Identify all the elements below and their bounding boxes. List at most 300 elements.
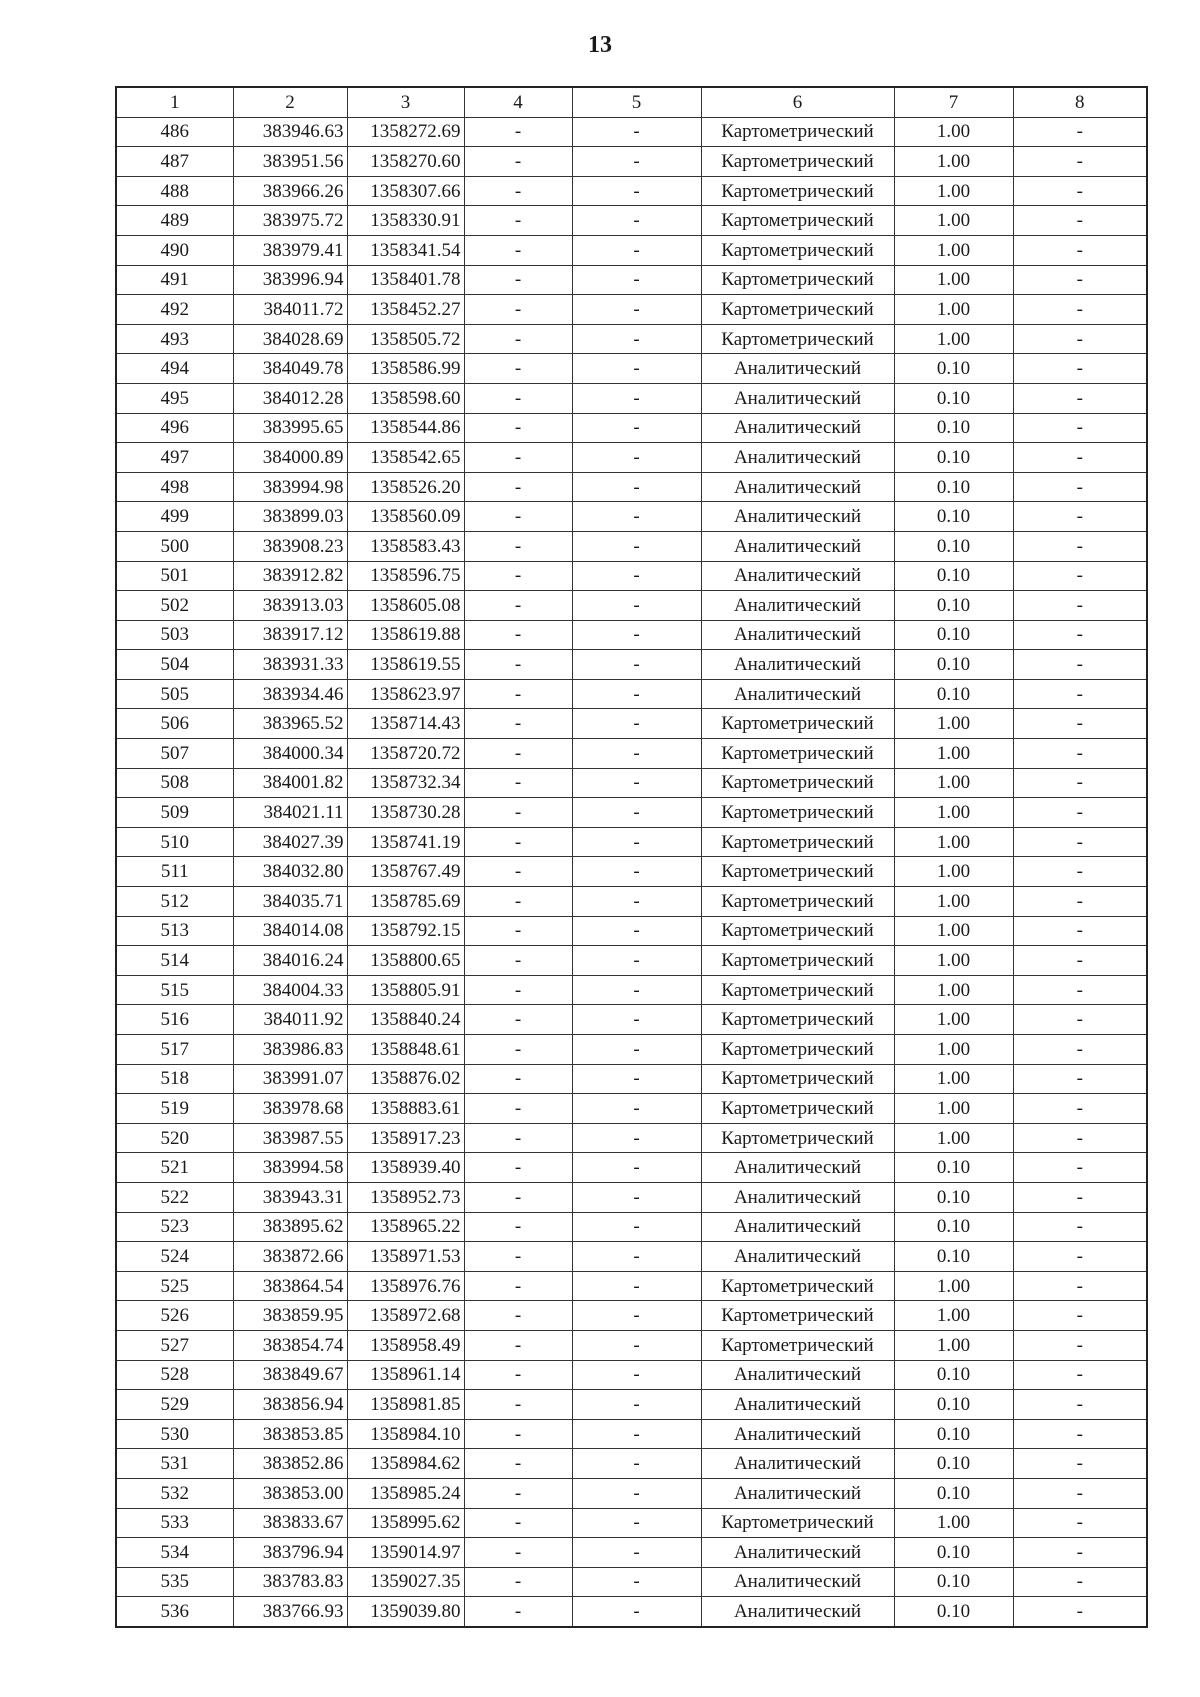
col5-cell: - [572, 1390, 701, 1420]
accuracy-cell: 0.10 [894, 591, 1013, 621]
col4-cell: - [464, 295, 572, 325]
table-row [116, 176, 1147, 206]
point-number-cell: 491 [116, 265, 233, 295]
x-coordinate-cell: 384004.33 [233, 975, 347, 1005]
y-coordinate-cell: 1358596.75 [347, 561, 464, 591]
col4-cell: - [464, 502, 572, 532]
method-cell: Аналитический [701, 650, 894, 680]
table-row [116, 1449, 1147, 1479]
method-cell: Картометрический [701, 827, 894, 857]
accuracy-cell: 0.10 [894, 472, 1013, 502]
method-cell: Аналитический [701, 1212, 894, 1242]
col5-cell: - [572, 1597, 701, 1627]
accuracy-cell: 0.10 [894, 620, 1013, 650]
col4-cell: - [464, 1330, 572, 1360]
y-coordinate-cell: 1358272.69 [347, 117, 464, 147]
point-number-cell: 502 [116, 591, 233, 621]
x-coordinate-cell: 383975.72 [233, 206, 347, 236]
method-cell: Аналитический [701, 1242, 894, 1272]
y-coordinate-cell: 1358307.66 [347, 176, 464, 206]
y-coordinate-cell: 1358981.85 [347, 1390, 464, 1420]
point-number-cell: 531 [116, 1449, 233, 1479]
x-coordinate-cell: 383856.94 [233, 1390, 347, 1420]
method-cell: Аналитический [701, 679, 894, 709]
table-row [116, 354, 1147, 384]
col8-cell: - [1013, 531, 1147, 561]
col8-cell: - [1013, 1123, 1147, 1153]
point-number-cell: 517 [116, 1035, 233, 1065]
method-cell: Картометрический [701, 857, 894, 887]
accuracy-cell: 0.10 [894, 1360, 1013, 1390]
accuracy-cell: 1.00 [894, 1035, 1013, 1065]
method-cell: Аналитический [701, 383, 894, 413]
accuracy-cell: 1.00 [894, 1005, 1013, 1035]
method-cell: Аналитический [701, 1538, 894, 1568]
point-number-cell: 499 [116, 502, 233, 532]
col4-cell: - [464, 1597, 572, 1627]
accuracy-cell: 1.00 [894, 1508, 1013, 1538]
accuracy-cell: 0.10 [894, 1538, 1013, 1568]
x-coordinate-cell: 384049.78 [233, 354, 347, 384]
method-cell: Картометрический [701, 147, 894, 177]
x-coordinate-cell: 384011.72 [233, 295, 347, 325]
method-cell: Картометрический [701, 1508, 894, 1538]
point-number-cell: 494 [116, 354, 233, 384]
col4-cell: - [464, 235, 572, 265]
method-cell: Аналитический [701, 531, 894, 561]
method-cell: Аналитический [701, 1153, 894, 1183]
y-coordinate-cell: 1358341.54 [347, 235, 464, 265]
col8-cell: - [1013, 443, 1147, 473]
table-row [116, 147, 1147, 177]
y-coordinate-cell: 1358848.61 [347, 1035, 464, 1065]
col5-cell: - [572, 1567, 701, 1597]
x-coordinate-cell: 383994.98 [233, 472, 347, 502]
x-coordinate-cell: 383766.93 [233, 1597, 347, 1627]
col4-cell: - [464, 1094, 572, 1124]
col8-cell: - [1013, 206, 1147, 236]
col8-cell: - [1013, 117, 1147, 147]
col8-cell: - [1013, 324, 1147, 354]
col4-cell: - [464, 176, 572, 206]
table-row [116, 1508, 1147, 1538]
col5-cell: - [572, 117, 701, 147]
x-coordinate-cell: 383987.55 [233, 1123, 347, 1153]
x-coordinate-cell: 383931.33 [233, 650, 347, 680]
col5-cell: - [572, 472, 701, 502]
column-header: 3 [347, 87, 464, 117]
table-row [116, 502, 1147, 532]
method-cell: Аналитический [701, 413, 894, 443]
x-coordinate-cell: 383995.65 [233, 413, 347, 443]
y-coordinate-cell: 1358876.02 [347, 1064, 464, 1094]
x-coordinate-cell: 384000.89 [233, 443, 347, 473]
col8-cell: - [1013, 857, 1147, 887]
col4-cell: - [464, 739, 572, 769]
x-coordinate-cell: 383978.68 [233, 1094, 347, 1124]
x-coordinate-cell: 384032.80 [233, 857, 347, 887]
table-row [116, 679, 1147, 709]
point-number-cell: 508 [116, 768, 233, 798]
x-coordinate-cell: 383872.66 [233, 1242, 347, 1272]
method-cell: Аналитический [701, 561, 894, 591]
point-number-cell: 528 [116, 1360, 233, 1390]
col8-cell: - [1013, 1419, 1147, 1449]
point-number-cell: 511 [116, 857, 233, 887]
table-row [116, 1271, 1147, 1301]
y-coordinate-cell: 1358732.34 [347, 768, 464, 798]
table-row [116, 1390, 1147, 1420]
col4-cell: - [464, 1035, 572, 1065]
method-cell: Картометрический [701, 1094, 894, 1124]
col5-cell: - [572, 324, 701, 354]
col8-cell: - [1013, 887, 1147, 917]
table-row [116, 827, 1147, 857]
point-number-cell: 525 [116, 1271, 233, 1301]
table-row [116, 1035, 1147, 1065]
y-coordinate-cell: 1358792.15 [347, 916, 464, 946]
point-number-cell: 515 [116, 975, 233, 1005]
col5-cell: - [572, 1301, 701, 1331]
col5-cell: - [572, 709, 701, 739]
table-row [116, 265, 1147, 295]
y-coordinate-cell: 1358330.91 [347, 206, 464, 236]
col5-cell: - [572, 1212, 701, 1242]
table-row [116, 1360, 1147, 1390]
point-number-cell: 507 [116, 739, 233, 769]
x-coordinate-cell: 383833.67 [233, 1508, 347, 1538]
point-number-cell: 493 [116, 324, 233, 354]
col4-cell: - [464, 443, 572, 473]
accuracy-cell: 0.10 [894, 443, 1013, 473]
x-coordinate-cell: 384001.82 [233, 768, 347, 798]
y-coordinate-cell: 1358961.14 [347, 1360, 464, 1390]
col5-cell: - [572, 620, 701, 650]
col4-cell: - [464, 679, 572, 709]
col8-cell: - [1013, 1301, 1147, 1331]
x-coordinate-cell: 383965.52 [233, 709, 347, 739]
y-coordinate-cell: 1359014.97 [347, 1538, 464, 1568]
y-coordinate-cell: 1358544.86 [347, 413, 464, 443]
y-coordinate-cell: 1359027.35 [347, 1567, 464, 1597]
method-cell: Аналитический [701, 1597, 894, 1627]
col4-cell: - [464, 1271, 572, 1301]
table-row [116, 709, 1147, 739]
y-coordinate-cell: 1358785.69 [347, 887, 464, 917]
col8-cell: - [1013, 827, 1147, 857]
y-coordinate-cell: 1358985.24 [347, 1478, 464, 1508]
method-cell: Аналитический [701, 502, 894, 532]
table-row [116, 916, 1147, 946]
y-coordinate-cell: 1358542.65 [347, 443, 464, 473]
accuracy-cell: 0.10 [894, 413, 1013, 443]
col8-cell: - [1013, 709, 1147, 739]
accuracy-cell: 1.00 [894, 1064, 1013, 1094]
method-cell: Картометрический [701, 739, 894, 769]
x-coordinate-cell: 383912.82 [233, 561, 347, 591]
accuracy-cell: 0.10 [894, 1242, 1013, 1272]
accuracy-cell: 0.10 [894, 1419, 1013, 1449]
col8-cell: - [1013, 1597, 1147, 1627]
col4-cell: - [464, 147, 572, 177]
x-coordinate-cell: 383854.74 [233, 1330, 347, 1360]
x-coordinate-cell: 383895.62 [233, 1212, 347, 1242]
col8-cell: - [1013, 413, 1147, 443]
point-number-cell: 501 [116, 561, 233, 591]
accuracy-cell: 1.00 [894, 235, 1013, 265]
accuracy-cell: 1.00 [894, 206, 1013, 236]
x-coordinate-cell: 384021.11 [233, 798, 347, 828]
col5-cell: - [572, 975, 701, 1005]
point-number-cell: 533 [116, 1508, 233, 1538]
col8-cell: - [1013, 798, 1147, 828]
point-number-cell: 526 [116, 1301, 233, 1331]
col5-cell: - [572, 650, 701, 680]
table-row [116, 1182, 1147, 1212]
x-coordinate-cell: 383986.83 [233, 1035, 347, 1065]
x-coordinate-cell: 383951.56 [233, 147, 347, 177]
point-number-cell: 519 [116, 1094, 233, 1124]
col5-cell: - [572, 679, 701, 709]
col8-cell: - [1013, 620, 1147, 650]
accuracy-cell: 1.00 [894, 147, 1013, 177]
x-coordinate-cell: 383899.03 [233, 502, 347, 532]
y-coordinate-cell: 1358984.62 [347, 1449, 464, 1479]
point-number-cell: 521 [116, 1153, 233, 1183]
point-number-cell: 520 [116, 1123, 233, 1153]
y-coordinate-cell: 1358805.91 [347, 975, 464, 1005]
accuracy-cell: 1.00 [894, 295, 1013, 325]
table-row [116, 383, 1147, 413]
x-coordinate-cell: 383853.85 [233, 1419, 347, 1449]
table-body [116, 117, 1147, 1627]
x-coordinate-cell: 384014.08 [233, 916, 347, 946]
y-coordinate-cell: 1358526.20 [347, 472, 464, 502]
col4-cell: - [464, 265, 572, 295]
y-coordinate-cell: 1358995.62 [347, 1508, 464, 1538]
col5-cell: - [572, 768, 701, 798]
col5-cell: - [572, 1419, 701, 1449]
col8-cell: - [1013, 1330, 1147, 1360]
method-cell: Картометрический [701, 1330, 894, 1360]
y-coordinate-cell: 1358976.76 [347, 1271, 464, 1301]
col5-cell: - [572, 591, 701, 621]
col8-cell: - [1013, 561, 1147, 591]
table-row [116, 857, 1147, 887]
col5-cell: - [572, 561, 701, 591]
accuracy-cell: 0.10 [894, 650, 1013, 680]
col8-cell: - [1013, 916, 1147, 946]
col8-cell: - [1013, 1094, 1147, 1124]
y-coordinate-cell: 1358767.49 [347, 857, 464, 887]
x-coordinate-cell: 384027.39 [233, 827, 347, 857]
point-number-cell: 504 [116, 650, 233, 680]
method-cell: Картометрический [701, 265, 894, 295]
point-number-cell: 532 [116, 1478, 233, 1508]
y-coordinate-cell: 1358586.99 [347, 354, 464, 384]
col4-cell: - [464, 206, 572, 236]
col4-cell: - [464, 887, 572, 917]
col5-cell: - [572, 1360, 701, 1390]
accuracy-cell: 0.10 [894, 1567, 1013, 1597]
col5-cell: - [572, 235, 701, 265]
accuracy-cell: 0.10 [894, 1390, 1013, 1420]
x-coordinate-cell: 384035.71 [233, 887, 347, 917]
col5-cell: - [572, 147, 701, 177]
col8-cell: - [1013, 1567, 1147, 1597]
col4-cell: - [464, 1242, 572, 1272]
point-number-cell: 512 [116, 887, 233, 917]
col4-cell: - [464, 1182, 572, 1212]
accuracy-cell: 1.00 [894, 798, 1013, 828]
accuracy-cell: 0.10 [894, 1449, 1013, 1479]
y-coordinate-cell: 1358619.88 [347, 620, 464, 650]
y-coordinate-cell: 1358939.40 [347, 1153, 464, 1183]
table-row [116, 324, 1147, 354]
col4-cell: - [464, 1390, 572, 1420]
col4-cell: - [464, 768, 572, 798]
col8-cell: - [1013, 176, 1147, 206]
col8-cell: - [1013, 1242, 1147, 1272]
x-coordinate-cell: 383908.23 [233, 531, 347, 561]
x-coordinate-cell: 384011.92 [233, 1005, 347, 1035]
x-coordinate-cell: 383864.54 [233, 1271, 347, 1301]
table-row [116, 413, 1147, 443]
col4-cell: - [464, 1301, 572, 1331]
y-coordinate-cell: 1358971.53 [347, 1242, 464, 1272]
accuracy-cell: 0.10 [894, 1182, 1013, 1212]
point-number-cell: 523 [116, 1212, 233, 1242]
accuracy-cell: 0.10 [894, 1478, 1013, 1508]
col5-cell: - [572, 1182, 701, 1212]
table-row [116, 235, 1147, 265]
col4-cell: - [464, 1064, 572, 1094]
method-cell: Картометрический [701, 1123, 894, 1153]
col8-cell: - [1013, 1064, 1147, 1094]
col5-cell: - [572, 295, 701, 325]
col5-cell: - [572, 1035, 701, 1065]
point-number-cell: 503 [116, 620, 233, 650]
col4-cell: - [464, 827, 572, 857]
col8-cell: - [1013, 354, 1147, 384]
col5-cell: - [572, 354, 701, 384]
y-coordinate-cell: 1358952.73 [347, 1182, 464, 1212]
accuracy-cell: 0.10 [894, 561, 1013, 591]
method-cell: Картометрический [701, 176, 894, 206]
point-number-cell: 505 [116, 679, 233, 709]
point-number-cell: 535 [116, 1567, 233, 1597]
point-number-cell: 487 [116, 147, 233, 177]
y-coordinate-cell: 1358619.55 [347, 650, 464, 680]
method-cell: Картометрический [701, 975, 894, 1005]
col5-cell: - [572, 531, 701, 561]
col4-cell: - [464, 709, 572, 739]
y-coordinate-cell: 1358401.78 [347, 265, 464, 295]
accuracy-cell: 0.10 [894, 1597, 1013, 1627]
col4-cell: - [464, 1567, 572, 1597]
col8-cell: - [1013, 1508, 1147, 1538]
y-coordinate-cell: 1358800.65 [347, 946, 464, 976]
col5-cell: - [572, 1449, 701, 1479]
table-row [116, 117, 1147, 147]
x-coordinate-cell: 383994.58 [233, 1153, 347, 1183]
x-coordinate-cell: 383849.67 [233, 1360, 347, 1390]
col8-cell: - [1013, 1035, 1147, 1065]
accuracy-cell: 1.00 [894, 975, 1013, 1005]
col8-cell: - [1013, 1360, 1147, 1390]
col4-cell: - [464, 1508, 572, 1538]
point-number-cell: 500 [116, 531, 233, 561]
x-coordinate-cell: 383859.95 [233, 1301, 347, 1331]
table-row [116, 1005, 1147, 1035]
col4-cell: - [464, 1360, 572, 1390]
col5-cell: - [572, 1538, 701, 1568]
x-coordinate-cell: 383996.94 [233, 265, 347, 295]
table-row [116, 295, 1147, 325]
point-number-cell: 510 [116, 827, 233, 857]
col8-cell: - [1013, 472, 1147, 502]
method-cell: Картометрический [701, 768, 894, 798]
accuracy-cell: 1.00 [894, 827, 1013, 857]
y-coordinate-cell: 1358583.43 [347, 531, 464, 561]
col5-cell: - [572, 1064, 701, 1094]
col8-cell: - [1013, 1478, 1147, 1508]
col8-cell: - [1013, 265, 1147, 295]
table-row [116, 1419, 1147, 1449]
y-coordinate-cell: 1358917.23 [347, 1123, 464, 1153]
col4-cell: - [464, 383, 572, 413]
col8-cell: - [1013, 650, 1147, 680]
table-row [116, 739, 1147, 769]
method-cell: Картометрический [701, 1005, 894, 1035]
y-coordinate-cell: 1358958.49 [347, 1330, 464, 1360]
accuracy-cell: 1.00 [894, 1330, 1013, 1360]
col5-cell: - [572, 1242, 701, 1272]
column-header: 8 [1013, 87, 1147, 117]
col5-cell: - [572, 206, 701, 236]
table-row [116, 798, 1147, 828]
col4-cell: - [464, 1478, 572, 1508]
method-cell: Картометрический [701, 206, 894, 236]
method-cell: Картометрический [701, 916, 894, 946]
y-coordinate-cell: 1358270.60 [347, 147, 464, 177]
accuracy-cell: 1.00 [894, 176, 1013, 206]
y-coordinate-cell: 1358623.97 [347, 679, 464, 709]
point-number-cell: 527 [116, 1330, 233, 1360]
point-number-cell: 488 [116, 176, 233, 206]
col5-cell: - [572, 946, 701, 976]
method-cell: Аналитический [701, 354, 894, 384]
point-number-cell: 490 [116, 235, 233, 265]
col4-cell: - [464, 354, 572, 384]
y-coordinate-cell: 1358605.08 [347, 591, 464, 621]
table-row [116, 768, 1147, 798]
method-cell: Картометрический [701, 295, 894, 325]
y-coordinate-cell: 1358741.19 [347, 827, 464, 857]
point-number-cell: 498 [116, 472, 233, 502]
method-cell: Картометрический [701, 1035, 894, 1065]
x-coordinate-cell: 383946.63 [233, 117, 347, 147]
table-row [116, 946, 1147, 976]
col4-cell: - [464, 1123, 572, 1153]
accuracy-cell: 0.10 [894, 502, 1013, 532]
accuracy-cell: 1.00 [894, 1123, 1013, 1153]
col8-cell: - [1013, 739, 1147, 769]
col8-cell: - [1013, 295, 1147, 325]
method-cell: Картометрический [701, 709, 894, 739]
method-cell: Аналитический [701, 1419, 894, 1449]
col4-cell: - [464, 798, 572, 828]
